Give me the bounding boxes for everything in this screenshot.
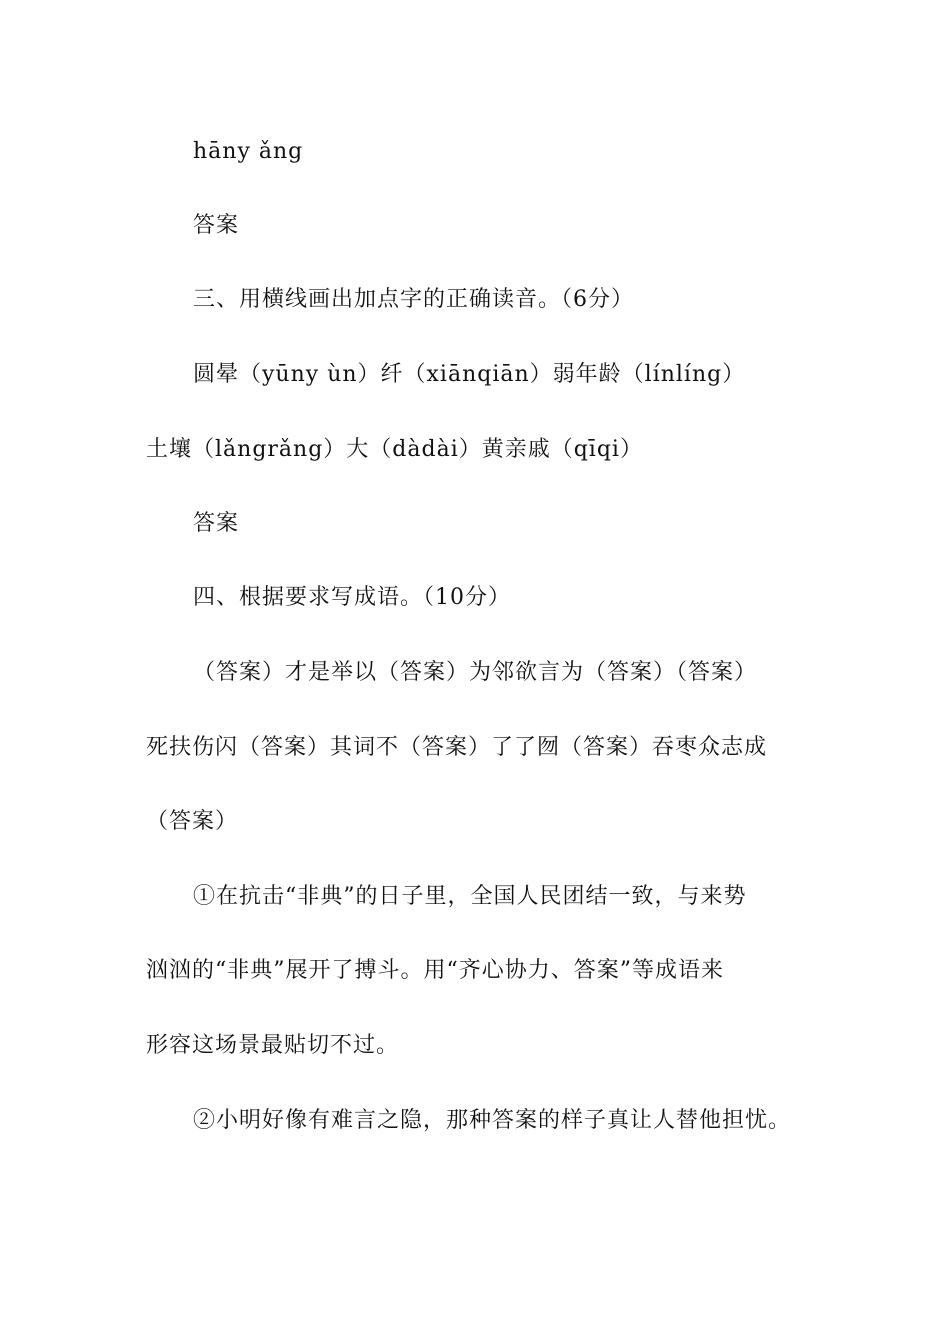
section-four-heading: 四、根据要求写成语。（10分） xyxy=(193,585,511,610)
section-three-heading: 三、用横线画出加点字的正确读音。（6分） xyxy=(193,287,634,312)
question-one-line-3: 形容这场景最贴切不过。 xyxy=(146,1033,400,1058)
question-one-line-1: ①在抗击“非典”的日子里，全国人民团结一致，与来势 xyxy=(193,884,747,909)
question-one-line-2: 汹汹的“非典”展开了搏斗。用“齐心协力、答案”等成语来 xyxy=(146,958,724,983)
idiom-line-2: 死扶伤闪（答案）其词不（答案）了了囫（答案）吞枣众志成 xyxy=(146,735,768,760)
idiom-line-1: （答案）才是举以（答案）为邻欲言为（答案）（答案） xyxy=(193,660,758,685)
question-two-line: ②小明好像有难言之隐，那种答案的样子真让人替他担忧。 xyxy=(193,1108,792,1133)
answer-label: 答案 xyxy=(193,213,240,238)
answer-label: 答案 xyxy=(193,511,240,536)
pronunciation-line-2: 土壤（lǎngrǎng）大（dàdài）黄亲戚（qīqi） xyxy=(146,437,643,462)
pinyin-line: hāny ǎng xyxy=(193,139,304,164)
pronunciation-line-1: 圆晕（yūny ùn）纤（xiānqiān）弱年龄（línlíng） xyxy=(193,362,746,387)
idiom-line-3: （答案） xyxy=(146,809,239,834)
